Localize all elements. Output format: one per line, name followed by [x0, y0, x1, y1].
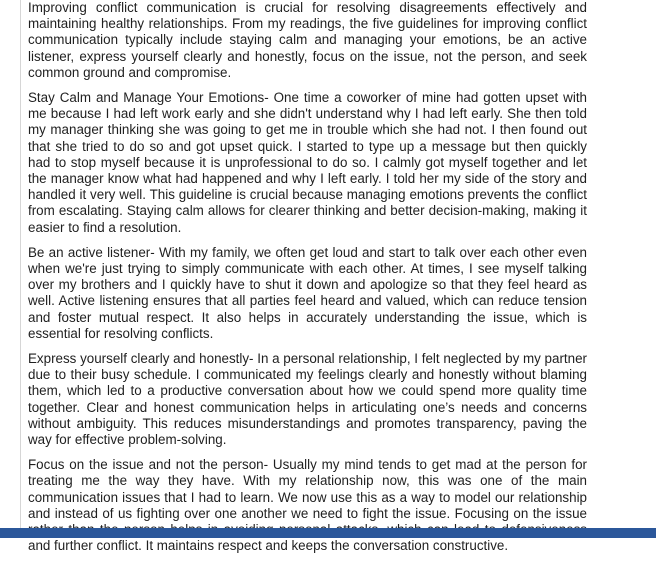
document-body[interactable]: [28, 0, 587, 564]
paragraph-stay-calm: Stay Calm and Manage Your Emotions- One time a coworker of mine had gotten upset with me because I had left work early and she didn't understand why I had left early. She then told my manager thinking she was going to get me in trouble which she had not. I then found out that she tried to do so and got upset quick. I started to type up a message but then quickly had to stop myself because it is unprofessional to do so. I calmly got myself together and let the manager know what had happened and why I left early. I told her my side of the story and handled it very well. This guideline is crucial because managing emotions prevents the conflict from escalating. Staying calm allows for clearer thinking and better decision-making, making it easier to find a resolution.: [28, 90, 587, 235]
margin-guide: [20, 0, 21, 528]
paragraph-active-listener: Be an active listener- With my family, we often get loud and start to talk over each other even when we're just trying to simply communicate with each other. At times, I see myself talking over my brothers and I quickly have to shut it down and apologize so that they feel heard as well. Active listening ensures that all parties feel heard and valued, which can reduce tension and foster mutual respect. It also helps in accurately understanding the issue, which is essential for resolving conflicts.: [28, 244, 587, 341]
status-bar: [0, 528, 656, 538]
paragraph-focus-on-issue: Focus on the issue and not the person- Usually my mind tends to get mad at the person for treating me the way they have. With my relationship now, this was one of the main communication issues that I had to learn. We now use this as a way to model our relationship and instead of us fighting over one another we need to fight the issue. Focusing on the issue and further conflict. It maintains respect and keeps the conversation constructive.: [28, 457, 587, 554]
paragraph-intro: Improving conflict communication is crucial for resolving disagreements effectively and maintaining healthy relationships. From my readings, the five guidelines for improving conflict communication typically include staying calm and managing your emotions, be an active listener, express yourself clearly and honestly, focus on the issue, not the person, and seek common ground and compromise.: [28, 0, 587, 80]
paragraph-express-yourself: Express yourself clearly and honestly- In a personal relationship, I felt neglected by my partner due to their busy schedule. I communicated my feelings clearly and honestly without blaming them, which led to a productive conversation about how we could spend more quality time together. Clear and honest communication helps in articulating one’s needs and concerns without ambiguity. This reduces misunderstandings and promotes transparency, paving the way for effective problem-solving.: [28, 351, 587, 448]
